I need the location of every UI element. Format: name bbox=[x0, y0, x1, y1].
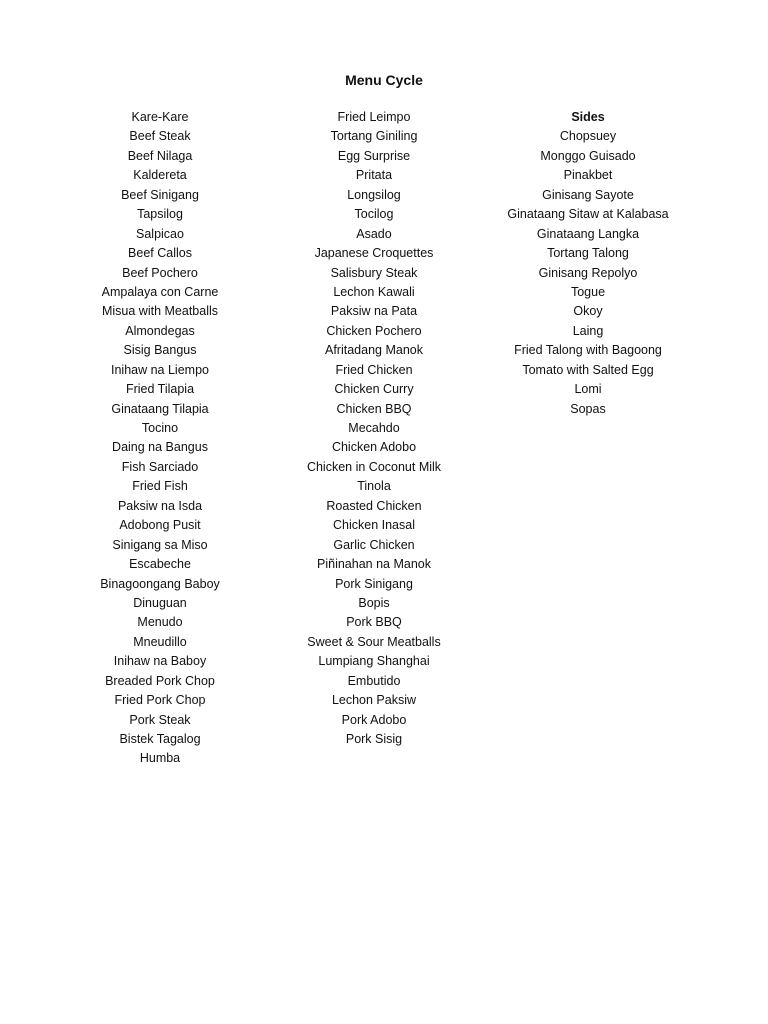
menu-item: Sisig Bangus bbox=[123, 343, 197, 358]
menu-item: Fried Pork Chop bbox=[114, 693, 206, 708]
menu-item: Chicken Pochero bbox=[326, 323, 422, 338]
menu-item: Mecahdo bbox=[348, 421, 400, 435]
menu-item: Tortang Giniling bbox=[330, 129, 418, 144]
menu-item: Tocino bbox=[141, 421, 179, 435]
menu-item: Japanese Croquettes bbox=[314, 246, 434, 261]
menu-item: Pinakbet bbox=[563, 168, 613, 183]
menu-item: Inihaw na Liempo bbox=[111, 362, 209, 377]
menu-item: Piñinahan na Manok bbox=[317, 557, 431, 572]
menu-item: Mneudillo bbox=[133, 634, 187, 649]
menu-item: Tinola bbox=[357, 479, 391, 494]
menu-item: Chicken BBQ bbox=[336, 401, 412, 416]
menu-column-3 bbox=[473, 108, 703, 419]
menu-item: Paksiw na Isda bbox=[117, 498, 203, 513]
menu-item: Almondegas bbox=[125, 323, 195, 338]
menu-item: Beef Sinigang bbox=[121, 187, 199, 202]
menu-item: Chicken Curry bbox=[334, 382, 414, 397]
menu-column-2 bbox=[259, 108, 489, 749]
menu-item: Pork Adobo bbox=[341, 712, 407, 727]
menu-item: Laing bbox=[572, 323, 604, 338]
menu-item: Kaldereta bbox=[133, 168, 187, 183]
menu-item: Lumpiang Shanghai bbox=[318, 654, 430, 669]
menu-item: Humba bbox=[139, 751, 181, 766]
menu-item: Fried Chicken bbox=[335, 362, 413, 377]
menu-item: Chicken in Coconut Milk bbox=[306, 459, 442, 474]
page-title: Menu Cycle bbox=[345, 72, 423, 88]
menu-item: Dinuguan bbox=[133, 595, 187, 610]
menu-item: Fried Talong with Bagoong bbox=[514, 343, 662, 358]
menu-item: Ampalaya con Carne bbox=[101, 284, 219, 299]
menu-item: Beef Pochero bbox=[122, 265, 198, 280]
menu-item: Paksiw na Pata bbox=[330, 304, 418, 319]
menu-item: Bistek Tagalog bbox=[119, 732, 201, 746]
menu-item: Lechon Kawali bbox=[333, 284, 415, 299]
menu-item: Beef Steak bbox=[129, 129, 191, 144]
menu-item: Garlic Chicken bbox=[333, 537, 415, 552]
menu-item: Longsilog bbox=[347, 187, 401, 202]
menu-item: Monggo Guisado bbox=[540, 148, 636, 163]
menu-item: Okoy bbox=[573, 304, 603, 319]
menu-item: Fish Sarciado bbox=[121, 459, 199, 474]
menu-item: Egg Surprise bbox=[337, 148, 411, 163]
menu-item: Salpicao bbox=[136, 226, 184, 241]
menu-column-1 bbox=[45, 108, 275, 769]
menu-item: Daing na Bangus bbox=[112, 440, 208, 455]
menu-item: Embutido bbox=[347, 673, 401, 688]
menu-item: Sweet & Sour Meatballs bbox=[307, 634, 441, 649]
menu-item: Beef Callos bbox=[128, 246, 192, 261]
menu-item: Tapsilog bbox=[137, 207, 183, 222]
menu-item: Salisbury Steak bbox=[330, 265, 418, 280]
menu-item: Fried Leimpo bbox=[337, 110, 411, 124]
menu-item: Chicken Inasal bbox=[333, 518, 415, 533]
menu-item: Ginataang Langka bbox=[536, 226, 640, 241]
menu-item: Breaded Pork Chop bbox=[105, 673, 215, 688]
menu-item: Sinigang sa Miso bbox=[112, 537, 208, 552]
menu-item: Pork Sisig bbox=[345, 732, 403, 746]
menu-item: Escabeche bbox=[129, 557, 191, 572]
menu-item: Bopis bbox=[358, 595, 390, 610]
menu-item: Ginisang Sayote bbox=[542, 187, 634, 202]
menu-item: Binagoongang Baboy bbox=[100, 576, 220, 591]
menu-item: Fried Fish bbox=[132, 479, 188, 494]
menu-item: Pork Steak bbox=[129, 712, 191, 727]
menu-item: Sopas bbox=[570, 401, 606, 416]
menu-item: Tortang Talong bbox=[547, 246, 629, 261]
menu-item: Chopsuey bbox=[559, 129, 617, 144]
menu-item: Adobong Pusit bbox=[119, 518, 201, 533]
menu-item: Lechon Paksiw bbox=[331, 693, 417, 708]
menu-item: Asado bbox=[356, 226, 392, 241]
menu-item: Kare-Kare bbox=[131, 110, 189, 124]
menu-item: Pork Sinigang bbox=[335, 576, 413, 591]
menu-item: Pritata bbox=[355, 168, 393, 183]
menu-item: Inihaw na Baboy bbox=[113, 654, 207, 669]
menu-item: Tocilog bbox=[354, 207, 394, 222]
menu-item: Tomato with Salted Egg bbox=[522, 362, 654, 377]
menu-item: Menudo bbox=[137, 615, 183, 630]
menu-item: Roasted Chicken bbox=[326, 498, 422, 513]
menu-item: Togue bbox=[570, 284, 606, 299]
menu-item: Misua with Meatballs bbox=[101, 304, 218, 319]
menu-item: Ginataang Sitaw at Kalabasa bbox=[507, 207, 669, 222]
menu-item: Lomi bbox=[574, 382, 602, 397]
menu-item: Ginisang Repolyo bbox=[538, 265, 638, 280]
menu-item: Afritadang Manok bbox=[325, 343, 423, 358]
sides-heading: Sides bbox=[571, 110, 605, 124]
menu-item: Chicken Adobo bbox=[331, 440, 417, 455]
menu-item: Beef Nilaga bbox=[127, 148, 193, 163]
menu-item: Pork BBQ bbox=[346, 615, 402, 630]
menu-item: Fried Tilapia bbox=[125, 382, 195, 397]
menu-item: Ginataang Tilapia bbox=[111, 401, 209, 416]
